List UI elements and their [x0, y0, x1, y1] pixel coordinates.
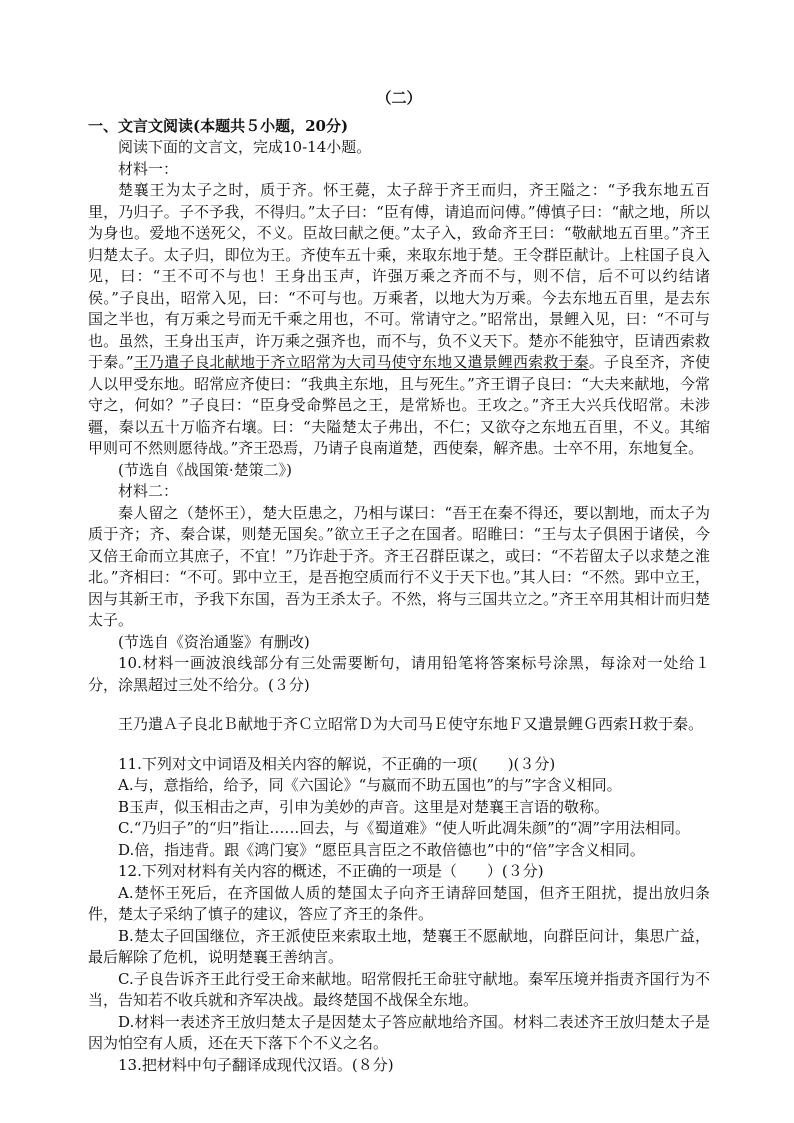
question-12-option-c: C.子良告诉齐王此行受王命来献地。昭常假托王命驻守献地。秦军压境并指责齐国行为不当，告知若不收兵就和齐军决战。最终楚国不战保全东地。 [88, 969, 710, 1009]
question-11-stem: 11.下列对文中词语及相关内容的解说，不正确的一项( )(３分) [118, 754, 556, 773]
document-page [88, 88, 710, 1076]
question-13-stem: 13.把材料中句子翻译成现代汉语。(８分) [118, 1055, 394, 1074]
material1-label: 材料一： [118, 159, 179, 178]
material1-source: (节选自《战国策·楚策二》) [118, 460, 292, 479]
question-12-option-b: B.楚太子回国继位，齐王派使臣来索取土地，楚襄王不愿献地，向群臣问计，集思广益，最后解除了危机，说明楚襄王善纳言。 [88, 926, 710, 966]
material2-label: 材料二： [118, 482, 179, 500]
question-11-option-d: D.倍，指违背。跟《鸿门宴》“愿臣具言臣之不敢倍德也”中的“倍”字含义相同。 [118, 840, 645, 859]
question-11-option-c: C.“乃归子”的“归”指让……回去，与《蜀道难》“使人听此凋朱颜”的“凋”字用法相同。 [118, 819, 691, 837]
question-10-stem: 10.材料一画波浪线部分有三处需要断句，请用铅笔将答案标号涂黑，每涂对一处给１分，涂黑超过三处不给分。(３分) [88, 654, 710, 694]
page-title: （二） [376, 89, 422, 107]
material1-text-before: 楚襄王为太子之时，质于齐。怀王薨，太子辞于齐王而归，齐王隘之：“予我东地五百里，乃归子。子不予我，不得归。”太子曰：“臣有傅，请追而问傅。”傅慎子曰：“献之地，所以为身也。爱地不送死父，不义。臣故曰献之便。”太子入，致命齐王曰：“敬献地五百里。”齐王归楚太子。太子归，即位为王。齐使车五十乘，来取东地于楚。王令群臣献计。上柱国子良入见，曰：“王不可不与也！王身出玉声，许强万乘之齐而不与，则不信，后不可以约结诸侯。”子良出，昭常入见，曰：“不可与也。万乘者，以地大为万乘。今去东地五百里，是去东国之半也，有万乘之号而无千乘之用也，不可。常请守之。”昭常出，景鲤入见，曰：“不可与也。虽然，王身出玉声，许万乘之强齐也，而不与，负不义天下。楚亦不能独守，臣请西索救于秦。” [88, 181, 710, 371]
material1-text [88, 180, 710, 460]
question-11-option-b: B玉声，似玉相击之声，引申为美妙的声音。这里是对楚襄王言语的敬称。 [118, 797, 610, 816]
spacer [88, 736, 710, 754]
material1-wavy-passage: 王乃遣子良北献地于齐立昭常为大司马使守东地又遣景鲤西索救于秦 [133, 353, 589, 371]
spacer [88, 696, 710, 714]
question-12-option-d: D.材料一表述齐王放归楚太子是因楚太子答应献地给齐国。材料二表述齐王放归楚太子是因为怕空有人质，还在天下落下个不义之名。 [88, 1012, 710, 1052]
material2-source: (节选自《资治通鉴》有删改) [118, 632, 310, 651]
question-10-options: 王乃遣Ａ子良北Ｂ献地于齐Ｃ立昭常Ｄ为大司马Ｅ使守东地Ｆ又遣景鲤Ｇ西索Ｈ救于秦。 [118, 715, 704, 733]
material1-text-after: 。子良至齐，齐使人以甲受东地。昭常应齐使曰：“我典主东地，且与死生。”齐王谓子良曰：“大夫来献地，今常守之，何如？”子良曰：“臣身受命弊邑之王，是常矫也。王攻之。”齐王大兴兵伐昭常。未涉疆，秦以五十万临齐右壤。曰：“夫隘楚太子弗出，不仁；又欲夺之东地五百里，不义。其缩甲则可不然则愿待战。”齐王恐焉，乃请子良南道楚，西使秦，解齐患。士卒不用，东地复全。 [88, 353, 710, 457]
question-12-option-a: A.楚怀王死后，在齐国做人质的楚国太子向齐王请辞回楚国，但齐王阻扰，提出放归条件，楚太子采纳了慎子的建议，答应了齐王的条件。 [88, 883, 710, 923]
question-12-stem: 12.下列对材料有关内容的概述，不正确的一项是（ ）(３分) [118, 862, 544, 880]
material2-text: 秦人留之（楚怀王），楚大臣患之，乃相与谋曰：“吾王在秦不得还，要以割地，而太子为质于齐；齐、秦合谋，则楚无国矣。”欲立王子之在国者。昭睢曰：“王与太子俱困于诸侯，今又倍王命而立其庶子，不宜！”乃诈赴于齐。齐王召群臣谋之，或曰：“不若留太子以求楚之淮北。”齐相曰：“不可。郢中立王，是吾抱空质而行不义于天下也。”其人曰：“不然。郢中立王，因与其新王市，予我下东国，吾为王杀太子。不然，将与三国共立之。”齐王卒用其相计而归楚太子。 [88, 503, 710, 629]
section-heading: 一、文言文阅读(本题共５小题，20分) [88, 116, 349, 135]
instruction: 阅读下面的文言文，完成10-14小题。 [118, 138, 372, 156]
question-11-option-a: A.与，意指给，给予，同《六国论》“与嬴而不助五国也”的与”字含义相同。 [118, 776, 622, 794]
